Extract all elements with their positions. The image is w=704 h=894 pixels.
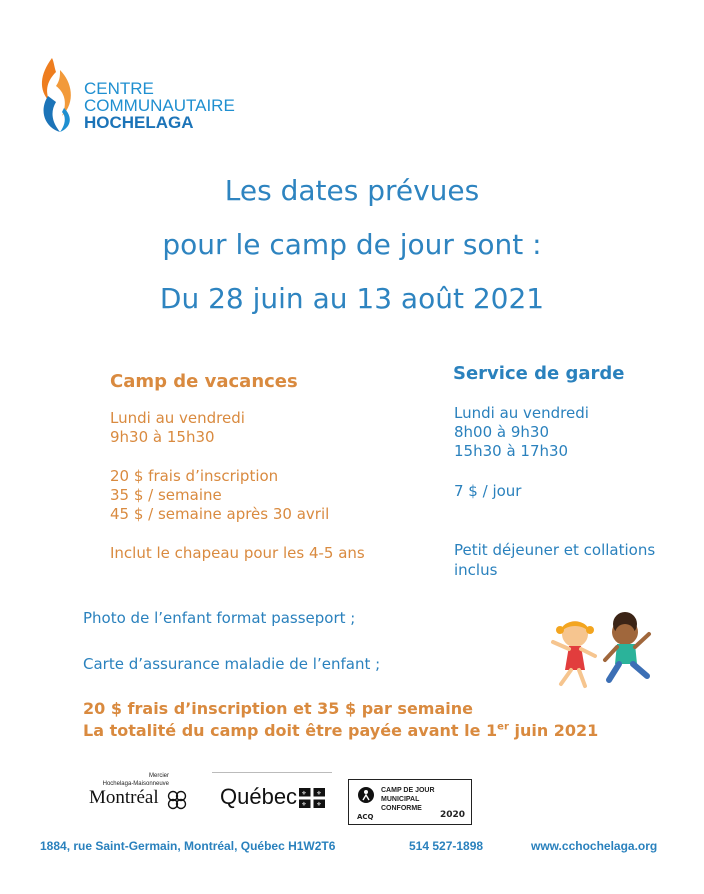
camp-heading: Camp de vacances: [110, 371, 298, 392]
montreal-logo: [89, 787, 159, 809]
page-title: [0, 164, 704, 326]
camp-conforme-badge: [348, 779, 472, 825]
svg-text:⚜: ⚜: [316, 790, 322, 797]
logo-text: [84, 80, 235, 131]
quebec-divider: [212, 772, 332, 773]
card-requirement: Carte d’assurance maladie de l’enfant ;: [83, 655, 381, 673]
camp-note: Inclut le chapeau pour les 4-5 ans: [110, 544, 365, 562]
payment-line-1: 20 $ frais d’inscription et 35 $ par semaine: [83, 699, 473, 718]
garde-price: 7 $ / jour: [454, 482, 522, 500]
footer-address: 1884, rue Saint-Germain, Montréal, Québec H1W2T6: [40, 839, 336, 853]
footer-phone: 514 527-1898: [409, 839, 484, 853]
children-illustration: [543, 612, 659, 690]
logo-line-2: COMMUNAUTAIRE: [84, 96, 235, 115]
payment-line-2-text: La totalité du camp doit être payée avant le 1: [83, 721, 498, 740]
svg-text:⚜: ⚜: [316, 801, 322, 808]
camp-fees: 20 $ frais d’inscription 35 $ / semaine 45 $ / semaine après 30 avril: [110, 467, 330, 523]
svg-text:⚜: ⚜: [301, 801, 307, 808]
garde-heading: Service de garde: [453, 363, 625, 384]
acq-label: ACQ: [357, 813, 374, 821]
logo-line-3: HOCHELAGA: [84, 113, 194, 132]
camp-badge-year: 2020: [439, 810, 465, 820]
acq-emblem-icon: [357, 786, 375, 804]
photo-requirement: Photo de l’enfant format passeport ;: [83, 609, 356, 627]
borough-line-1: Mercier: [148, 773, 169, 779]
quebec-flag-icon: [299, 788, 325, 808]
camp-badge-line-1: CAMP DE JOUR: [381, 787, 435, 794]
svg-text:⚜: ⚜: [301, 790, 307, 797]
camp-schedule: Lundi au vendredi 9h30 à 15h30: [110, 409, 245, 446]
payment-superscript: er: [497, 721, 509, 733]
montreal-borough-label: [95, 772, 169, 788]
quebec-logo-text: Québec: [220, 784, 298, 809]
title-line-1: Les dates prévues: [224, 174, 480, 207]
borough-line-2: Hochelaga-Maisonneuve: [102, 781, 169, 787]
montreal-logo-text: Montréal: [89, 787, 159, 808]
garde-schedule: Lundi au vendredi 8h00 à 9h30 15h30 à 17h30: [454, 404, 589, 460]
montreal-rose-icon: [166, 789, 188, 811]
logo-line-1: CENTRE: [84, 79, 154, 98]
quebec-logo: [220, 784, 297, 810]
camp-badge-line-3: CONFORME: [381, 805, 422, 812]
camp-badge-text: [381, 786, 435, 813]
garde-note: Petit déjeuner et collations inclus: [454, 541, 656, 579]
payment-line-2: [83, 721, 598, 740]
flame-logo-icon: [38, 56, 80, 132]
camp-badge-line-2: MUNICIPAL: [381, 796, 420, 803]
payment-line-2-end: juin 2021: [508, 721, 599, 740]
footer-website[interactable]: www.cchochelaga.org: [531, 839, 658, 853]
title-line-2: pour le camp de jour sont :: [162, 228, 542, 261]
title-line-3: Du 28 juin au 13 août 2021: [159, 282, 545, 315]
